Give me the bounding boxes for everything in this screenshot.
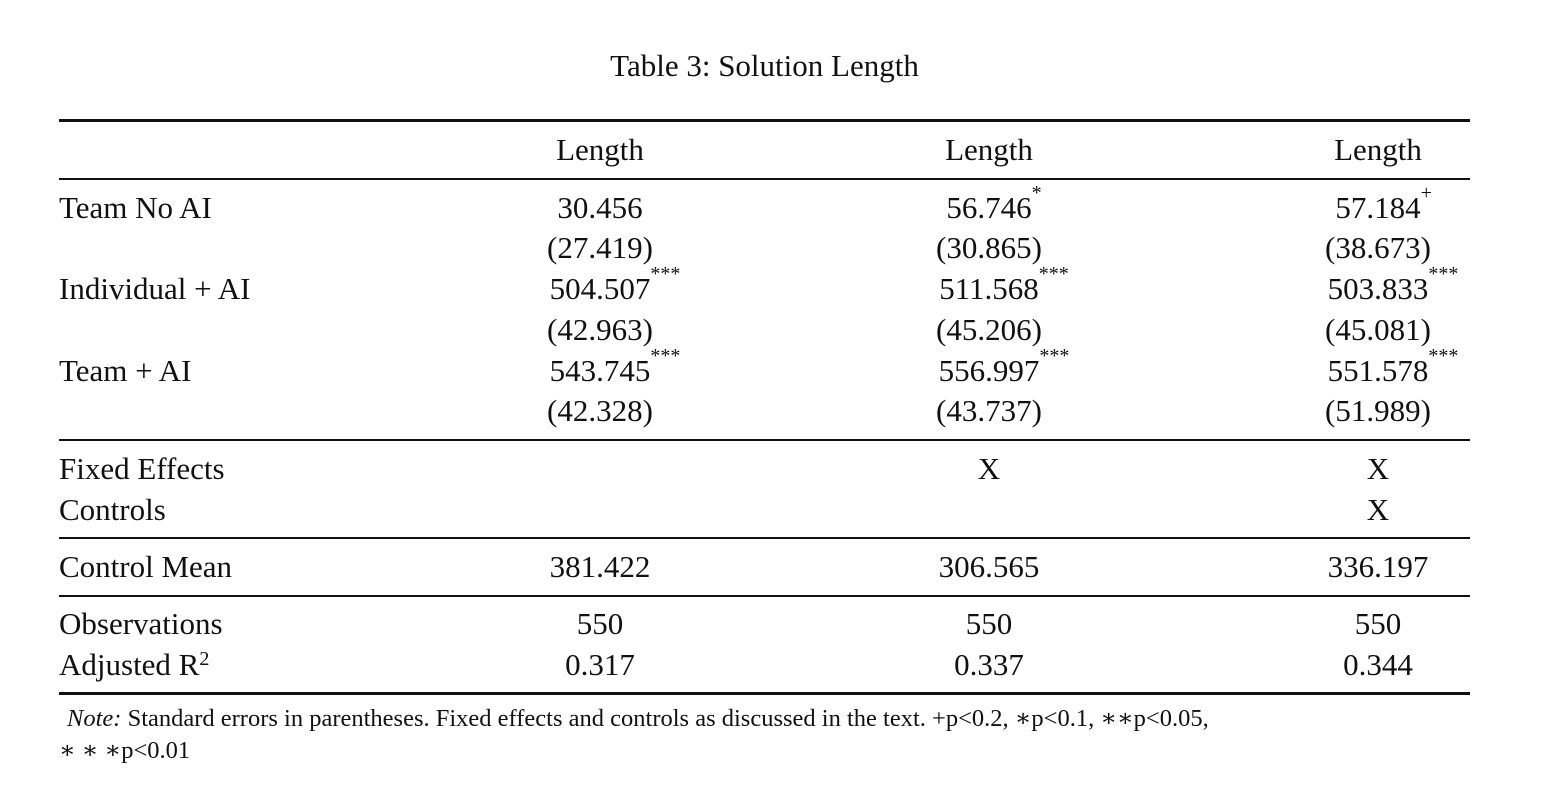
observations-cell: 550 — [576, 606, 624, 641]
significance-stars: *** — [1428, 263, 1459, 285]
indicator-cell: X — [977, 451, 1001, 486]
se-cell: (42.328) — [547, 393, 653, 428]
column-header-2: Length — [945, 132, 1033, 167]
significance-stars: * — [1031, 182, 1042, 204]
significance-stars: *** — [1038, 263, 1069, 285]
control-mean-cell: 306.565 — [938, 549, 1040, 584]
section-rule — [59, 595, 1470, 597]
header-rule — [59, 178, 1470, 180]
row-label-control-mean: Control Mean — [59, 549, 233, 584]
coef-cell: 511.568 *** — [939, 263, 1069, 306]
control-mean-cell: 381.422 — [549, 549, 651, 584]
row-label-fixed-effects: Fixed Effects — [59, 451, 225, 486]
column-header-3: Length — [1334, 132, 1422, 167]
row-label-individual-ai: Individual + AI — [59, 271, 251, 306]
control-mean-cell: 336.197 — [1327, 549, 1429, 584]
se-cell: (42.963) — [547, 312, 653, 347]
row-label-team-no-ai: Team No AI — [59, 190, 212, 225]
se-cell: (30.865) — [936, 230, 1042, 265]
se-cell: (43.737) — [936, 393, 1042, 428]
row-label-observations: Observations — [59, 606, 223, 641]
adj-r2-cell: 0.337 — [954, 647, 1024, 682]
section-rule — [59, 439, 1470, 441]
adj-r2-cell: 0.317 — [565, 647, 635, 682]
se-cell: (51.989) — [1325, 393, 1431, 428]
indicator-cell: X — [1366, 451, 1390, 486]
coef-cell: 504.507 *** — [549, 263, 681, 306]
coef-cell: 551.578 *** — [1327, 345, 1459, 388]
significance-legend: +p<0.2, ∗p<0.1, ∗∗p<0.05, — [932, 705, 1209, 732]
adj-r2-cell: 0.344 — [1343, 647, 1413, 682]
significance-stars: *** — [650, 345, 681, 367]
table-note: Note: Standard errors in parentheses. Fixed effects and controls as discussed in the text. +p<0.2, ∗p<0.1, ∗∗p<0.05, ∗ ∗ ∗p<0.01 — [59, 703, 1479, 767]
significance-legend-cont: ∗ ∗ ∗p<0.01 — [59, 737, 191, 764]
significance-stars: *** — [1428, 345, 1459, 367]
significance-stars: *** — [1039, 345, 1070, 367]
table-caption: Table 3: Solution Length — [610, 48, 919, 83]
coef-cell: 503.833 *** — [1327, 263, 1459, 306]
significance-stars: + — [1420, 182, 1432, 204]
bottom-rule — [59, 692, 1470, 695]
observations-cell: 550 — [965, 606, 1013, 641]
coef-cell: 543.745 *** — [549, 345, 681, 388]
coef-cell: 56.746 * — [946, 182, 1042, 225]
se-cell: (45.081) — [1325, 312, 1431, 347]
row-label-team-ai: Team + AI — [59, 353, 192, 388]
note-prefix: Note: — [67, 705, 122, 732]
coef-cell: 57.184 + — [1335, 182, 1432, 225]
significance-stars: *** — [650, 263, 681, 285]
observations-cell: 550 — [1354, 606, 1402, 641]
row-label-adjusted-r2: Adjusted $R^2$ — [59, 647, 210, 682]
column-header-1: Length — [556, 132, 644, 167]
se-cell: (27.419) — [547, 230, 653, 265]
se-cell: (38.673) — [1325, 230, 1431, 265]
row-label-controls: Controls — [59, 492, 166, 527]
se-cell: (45.206) — [936, 312, 1042, 347]
top-rule — [59, 119, 1470, 122]
indicator-cell: X — [1366, 492, 1390, 527]
coef-cell: 556.997 *** — [938, 345, 1070, 388]
section-rule — [59, 537, 1470, 539]
coef-cell: 30.456 — [557, 190, 643, 225]
